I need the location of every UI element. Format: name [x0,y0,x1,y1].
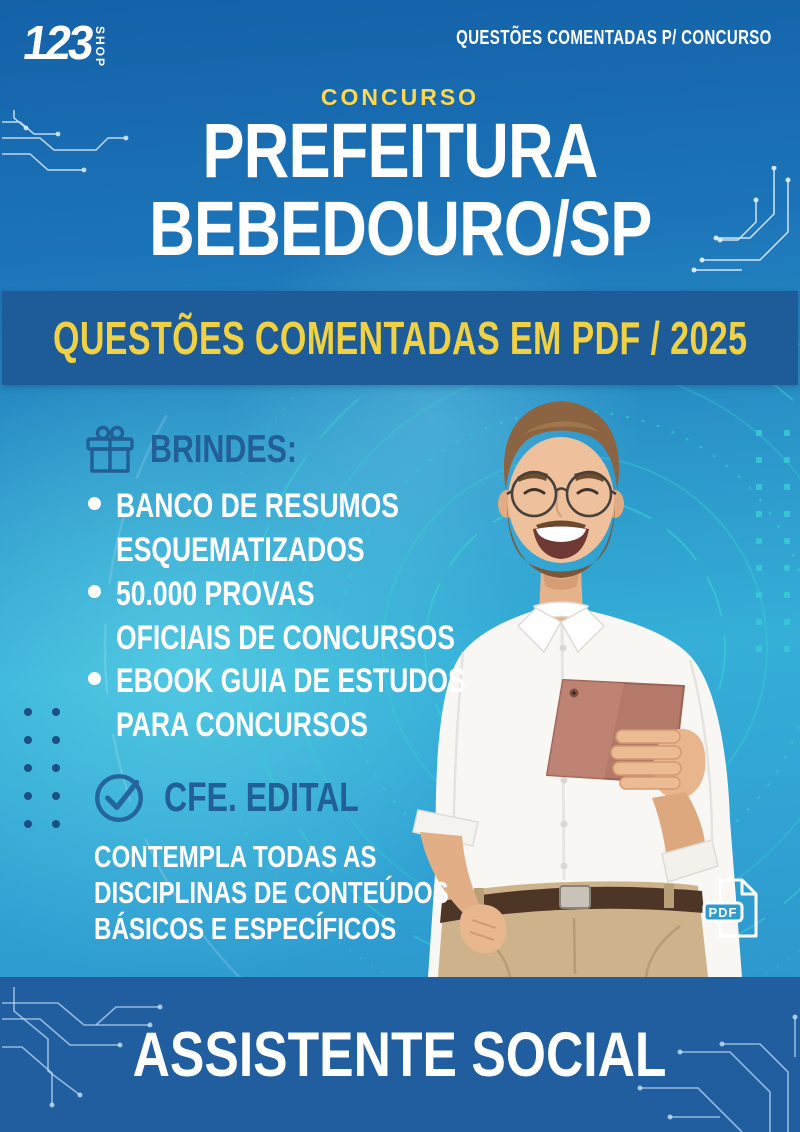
footer-role-title: ASSISTENTE SOCIAL [133,1019,667,1090]
banner-text: QUESTÕES COMENTADAS EM PDF / 2025 [52,312,748,364]
title-line-1: PREFEITURA [202,108,598,194]
edital-description [94,839,549,947]
bullet-dot [88,497,101,510]
list-item: EBOOK GUIA DE ESTUDOS PARA CONCURSOS [86,659,566,747]
title-line-2: BEBEDOURO/SP [148,186,652,272]
edital-heading-row [90,768,414,826]
dot-grid-left [20,704,80,834]
brindes-heading: BRINDES: [150,428,298,471]
edital-line-3: BÁSICOS E ESPECÍFICOS [94,911,397,946]
top-tagline: QUESTÕES COMENTADAS P/ CONCURSO [456,27,772,49]
list-item: BANCO DE RESUMOS ESQUEMATIZADOS [86,484,566,572]
banner-strip [2,291,798,385]
edital-line-2: DISCIPLINAS DE CONTEÚDOS [94,875,449,910]
logo-123shop [19,17,108,70]
gift-icon [84,424,136,476]
edital-heading: CFE. EDITAL [164,773,359,820]
pdf-label: PDF [708,905,738,920]
pdf-file-icon [698,876,766,942]
logo-number: 123 [19,17,95,70]
check-circle-icon [90,768,148,826]
logo-shop-label: SHOP [93,26,108,69]
edital-line-1: CONTEMPLA TODAS AS [94,839,377,874]
kicker-concurso: CONCURSO [320,84,480,110]
bullet-dot [88,585,101,598]
bullet-dot [88,672,101,685]
brindes-heading-row [84,424,339,476]
page-title [0,108,800,272]
list-item: 50.000 PROVAS OFICIAIS DE CONCURSOS [86,572,566,660]
footer-role-bar [0,977,800,1132]
